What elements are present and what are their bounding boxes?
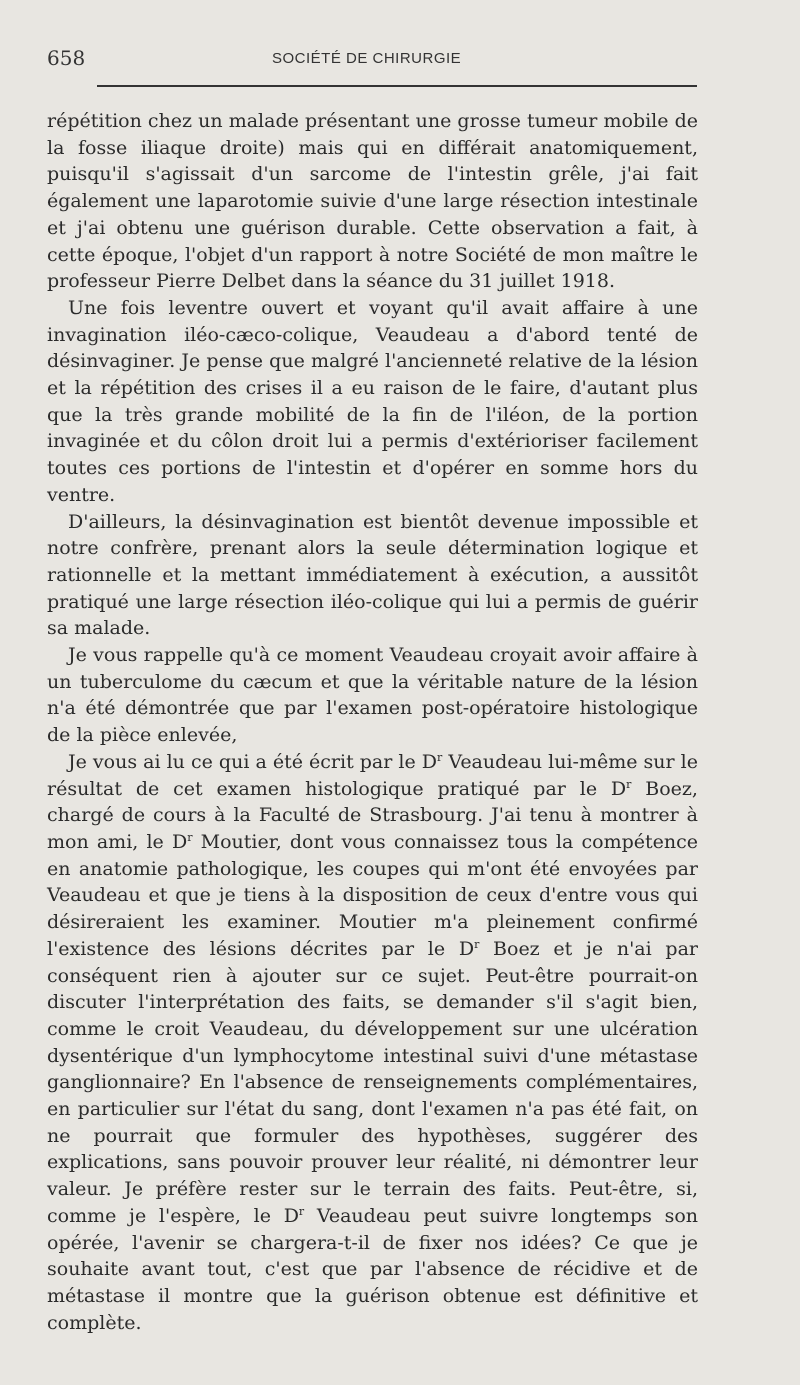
paragraph: répétition chez un malade présentant une grosse tumeur mobile de la fosse iliaque droite) mais qui en différait anatomiquement, puisqu'il s'agissait d'un sarcome de l'intestin grêle, j'ai fait également une laparotomie suivie d'une large résection intestinale et j'ai obtenu une guérison durable. Cette observation a fait, à cette époque, l'objet d'un rapport à notre Société de mon maître le professeur Pierre Delbet dans la séance du 31 juillet 1918. xyxy=(47,110,698,293)
paragraph: Une fois leventre ouvert et voyant qu'il avait affaire à une invagination iléo-cæco-colique, Veaudeau a d'abord tenté de désinvaginer. Je pense que malgré l'ancienneté relative de la lésion et la répétition des crises il a eu raison de le faire, d'autant plus que la très grande mobilité de la fin de l'iléon, de la portion invaginée et du côlon droit lui a permis d'extérioriser facilement toutes ces portions de l'intestin et d'opérer en somme hors du ventre. xyxy=(47,296,698,506)
running-title: SOCIÉTÉ DE CHIRURGIE xyxy=(272,50,462,67)
page-header xyxy=(47,44,697,74)
header-rule xyxy=(97,85,697,87)
body-text xyxy=(47,108,698,1336)
paragraph: Je vous rappelle qu'à ce moment Veaudeau croyait avoir affaire à un tuberculome du cæcum et que la véritable nature de la lésion n'a été démontrée que par l'examen post-opératoire histologique de la pièce enlevée, xyxy=(47,644,698,747)
page-number: 658 xyxy=(47,46,86,70)
paragraph: D'ailleurs, la désinvagination est bientôt devenue impossible et notre confrère, prenant alors la seule détermination logique et rationnelle et la mettant immédiatement à exécution, a aussitôt pratiqué une large résection iléo-colique qui lui a permis de guérir sa malade. xyxy=(47,510,698,640)
paragraph: Je vous ai lu ce qui a été écrit par le $D^r$ Veaudeau lui-même sur le résultat de cet examen histologique pratiqué par le $D^r$ Boez, chargé de cours à la Faculté de Strasbourg. J'ai tenu à montrer à mon ami, le $D^r$ Moutier, dont vous connaissez tous la compétence en anatomie pathologique, les coupes qui m'ont été envoyées par Veaudeau et que je tiens à la disposition de ceux d'entre vous qui désireraient les examiner. Moutier m'a pleinement confirmé l'existence des lésions décrites par le $D^r$ Boez et je n'ai par conséquent rien à ajouter sur ce sujet. Peut-être pourrait-on discuter l'interprétation des faits, se demander s'il s'agit bien, comme le croit Veaudeau, du développement sur une ulcération dysentérique d'un lymphocytome intestinal suivi d'une métastase ganglionnaire? En l'absence de renseignements complémentaires, en particulier sur l'état du sang, dont l'examen n'a pas été fait, on ne pourrait que formuler des hypothèses, suggérer des explications, sans pouvoir prouver leur réalité, ni démontrer leur valeur. Je préfère rester sur le terrain des faits. Peut-être, si, comme je l'espère, le $D^r$ Veaudeau peut suivre longtemps son opérée, l'avenir se chargera-t-il de fixer nos idées? Ce que je souhaite avant tout, c'est que par l'absence de récidive et de métastase il montre que la guérison obtenue est définitive et complète. xyxy=(47,750,699,1334)
